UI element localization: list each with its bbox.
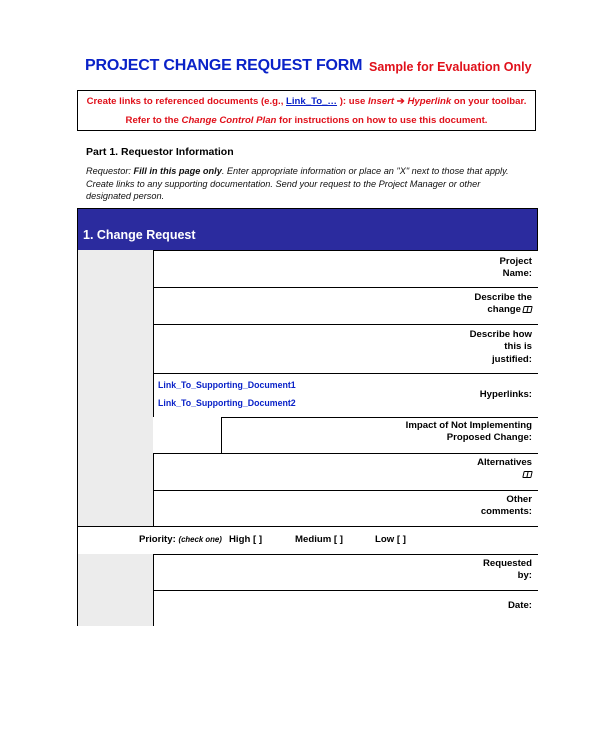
other-comments-label: Other comments: bbox=[480, 494, 532, 518]
priority-label: Priority: (check one) bbox=[139, 534, 222, 545]
instruction-notice bbox=[77, 90, 536, 131]
project-name-label: Project Name: bbox=[499, 256, 532, 280]
describe-change-label: Describe the change bbox=[474, 292, 532, 316]
hyperlinks-label: Hyperlinks: bbox=[479, 389, 532, 400]
notice-line-2: Refer to the Change Control Plan for instructions on how to use this document. bbox=[125, 115, 488, 126]
requested-by-label: Requested by: bbox=[482, 558, 532, 582]
sample-note: Sample for Evaluation Only bbox=[369, 60, 532, 74]
requestor-instructions: Requestor: Fill in this page only. Enter appropriate information or place an "X" next to those that apply. Create links to any supporting documentation. Send your request to the Project Manager or other designated person. bbox=[86, 166, 509, 202]
justification-label: Describe how this is justified: bbox=[469, 329, 532, 365]
supporting-doc-link-2[interactable]: Link_To_Supporting_Document2 bbox=[158, 398, 296, 408]
date-label: Date: bbox=[508, 600, 532, 611]
priority-medium-checkbox[interactable]: Medium [ ] bbox=[295, 534, 343, 545]
alternatives-label: Alternatives bbox=[462, 457, 537, 482]
impact-label: Impact of Not Implementing Proposed Change: bbox=[405, 420, 532, 444]
book-icon bbox=[522, 471, 532, 478]
section-header bbox=[78, 209, 537, 250]
arrow-icon: ➔ bbox=[394, 96, 408, 107]
priority-high-checkbox[interactable]: High [ ] bbox=[229, 534, 263, 545]
form-title: PROJECT CHANGE REQUEST FORM bbox=[85, 57, 363, 74]
priority-low-checkbox[interactable]: Low [ ] bbox=[375, 534, 406, 545]
label-column bbox=[78, 250, 153, 626]
example-link[interactable]: Link_To_… bbox=[286, 96, 338, 107]
supporting-doc-link-1[interactable]: Link_To_Supporting_Document1 bbox=[158, 380, 296, 390]
book-icon bbox=[522, 306, 532, 313]
section-title: 1. Change Request bbox=[83, 228, 196, 242]
notice-line-1: Create links to referenced documents (e.g., Link_To_… ): use Insert ➔ Hyperlink on your toolbar. bbox=[86, 96, 527, 107]
part1-heading: Part 1. Requestor Information bbox=[86, 146, 234, 158]
change-request-form bbox=[77, 208, 538, 626]
